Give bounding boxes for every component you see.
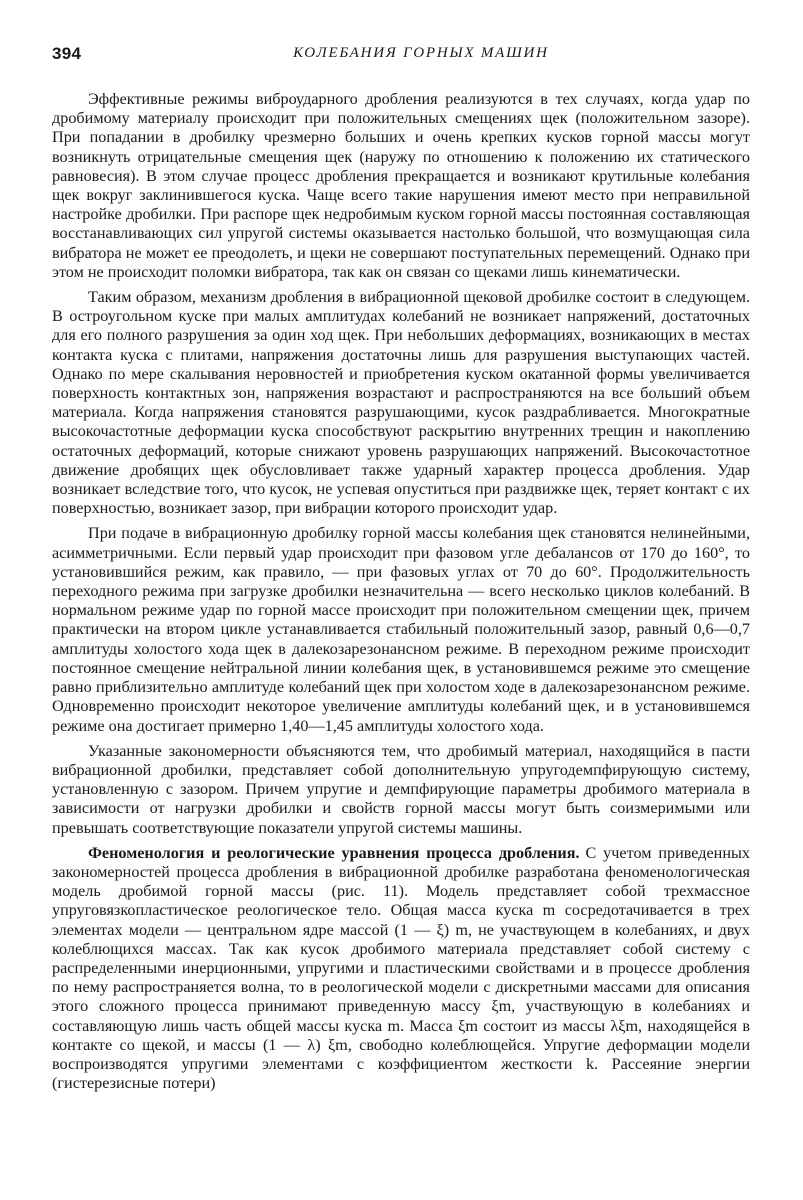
book-page xyxy=(52,40,750,1096)
running-title: КОЛЕБАНИЯ ГОРНЫХ МАШИН xyxy=(293,45,549,61)
body-text xyxy=(52,90,750,1093)
section-heading: Феноменология и реологические уравнения процесса дробления. xyxy=(88,843,580,862)
page-number: 394 xyxy=(52,44,82,63)
paragraph-crushing-mechanism: Таким образом, механизм дробления в вибрационной щековой дробилке состоит в следующем. В остроугольном куске при малых амплитудах колебаний не возникает напряжений, достаточных для его полного разрушения за один ход щек. При небольших деформациях, возникающих в местах контакта куска с плитами, напряжения достаточны лишь для разрушения выступающих частей. Однако по мере скалывания неровностей и приобретения куском окатанной формы увеличивается поверхность контактных зон, напряжения возрастают и распространяются на все больший объем материала. Когда напряжения становятся разрушающими, кусок раздрабливается. Многократные высокочастотные деформации куска способствуют раскрытию внутренних трещин и накоплению остаточных деформаций, которые снижают уровень разрушающих напряжений. Высокочастотное движение дробящих щек обусловливает также ударный характер процесса дробления. Удар возникает вследствие того, что кусок, не успевая опуститься при раздвижке щек, теряет контакт с их поверхностью, возникает зазор, при вибрации которого происходит удар. xyxy=(52,288,750,518)
phenomenology-text: С учетом приведенных закономерностей процесса дробления в вибрационной дробилке разработана феноменологическая модель дробимой горной массы (рис. 11). Модель представляет собой трехмассное упруговязкопластическое реологическое тело. Общая масса куска m сосредотачивается в трех элементах модели — центральном ядре массой (1 — ξ) m, не участвующем в колебаниях, и двух колеблющихся массах. Так как кусок дробимого материала представляет собой систему с распределенными инерционными, упругими и пластическими свойствами и в процессе дробления по нему распространяется волна, то в реологической модели с дискретными массами для описания этого сложного процесса принимают приведенную массу ξm, участвующую в колебаниях и составляющую лишь часть общей массы куска m. Масса ξm состоит из массы λξm, находящейся в контакте со щекой, и массы (1 — λ) ξm, свободно колеблющейся. Упругие деформации модели воспроизводятся упругими элементами с коэффициентом жесткости k. Рассеяние энергии (гистерезисные потери) xyxy=(52,843,750,1093)
paragraph-nonlinear-oscillations: При подаче в вибрационную дробилку горной массы колебания щек становятся нелинейными, асимметричными. Если первый удар происходит при фазовом угле дебалансов от 170 до 160°, то установившийся режим, как правило, — при фазовых углах от 70 до 60°. Продолжительность переходного режима при загрузке дробилки незначительна — всего несколько циклов колебаний. В нормальном режиме удар по горной массе происходит при положительном смещении щек, причем практически на втором цикле устанавливается стабильный положительный зазор, равный 0,6—0,7 амплитуды холостого хода щек в далекозарезонансном режиме. В переходном режиме происходит постоянное смещение нейтральной линии колебания щек, в установившемся режиме это смещение равно приблизительно амплитуде колебаний щек при холостом ходе в далекозарезонансном режиме. Одновременно происходит некоторое увеличение амплитуды колебаний щек, и в установившемся режиме она достигает примерно 1,40—1,45 амплитуды холостого хода. xyxy=(52,524,750,735)
paragraph-regularities: Указанные закономерности объясняются тем, что дробимый материал, находящийся в пасти вибрационной дробилки, представляет собой дополнительную упругодемпфирующую систему, установленную с зазором. Причем упругие и демпфирующие параметры дробимого материала в зависимости от нагрузки дробилки и свойств горной массы могут быть соизмеримыми или превышать соответствующие показатели упругой системы машины. xyxy=(52,741,750,837)
page-header xyxy=(52,40,750,76)
paragraph-effective-modes: Эффективные режимы виброударного дробления реализуются в тех случаях, когда удар по дробимому материалу происходит при положительных смещениях щек (положительном зазоре). При попадании в дробилку чрезмерно больших и очень крепких кусков горной массы могут возникнуть отрицательные смещения щек (наружу по отношению к положению их статического равновесия). В этом случае процесс дробления прекращается и возникают крутильные колебания щек вокруг заклинившегося куска. Чаще всего такие нарушения имеют место при неправильной настройке дробилки. При распоре щек недробимым куском горной массы постоянная составляющая восстанавливающих сил упругой системы оказывается настолько большой, что возмущающая сила вибратора не может ее преодолеть, и щеки не совершают поступательных перемещений. Однако при этом не происходит поломки вибратора, так как он связан со щеками лишь кинематически. xyxy=(52,90,750,281)
paragraph-phenomenology xyxy=(52,844,750,1094)
